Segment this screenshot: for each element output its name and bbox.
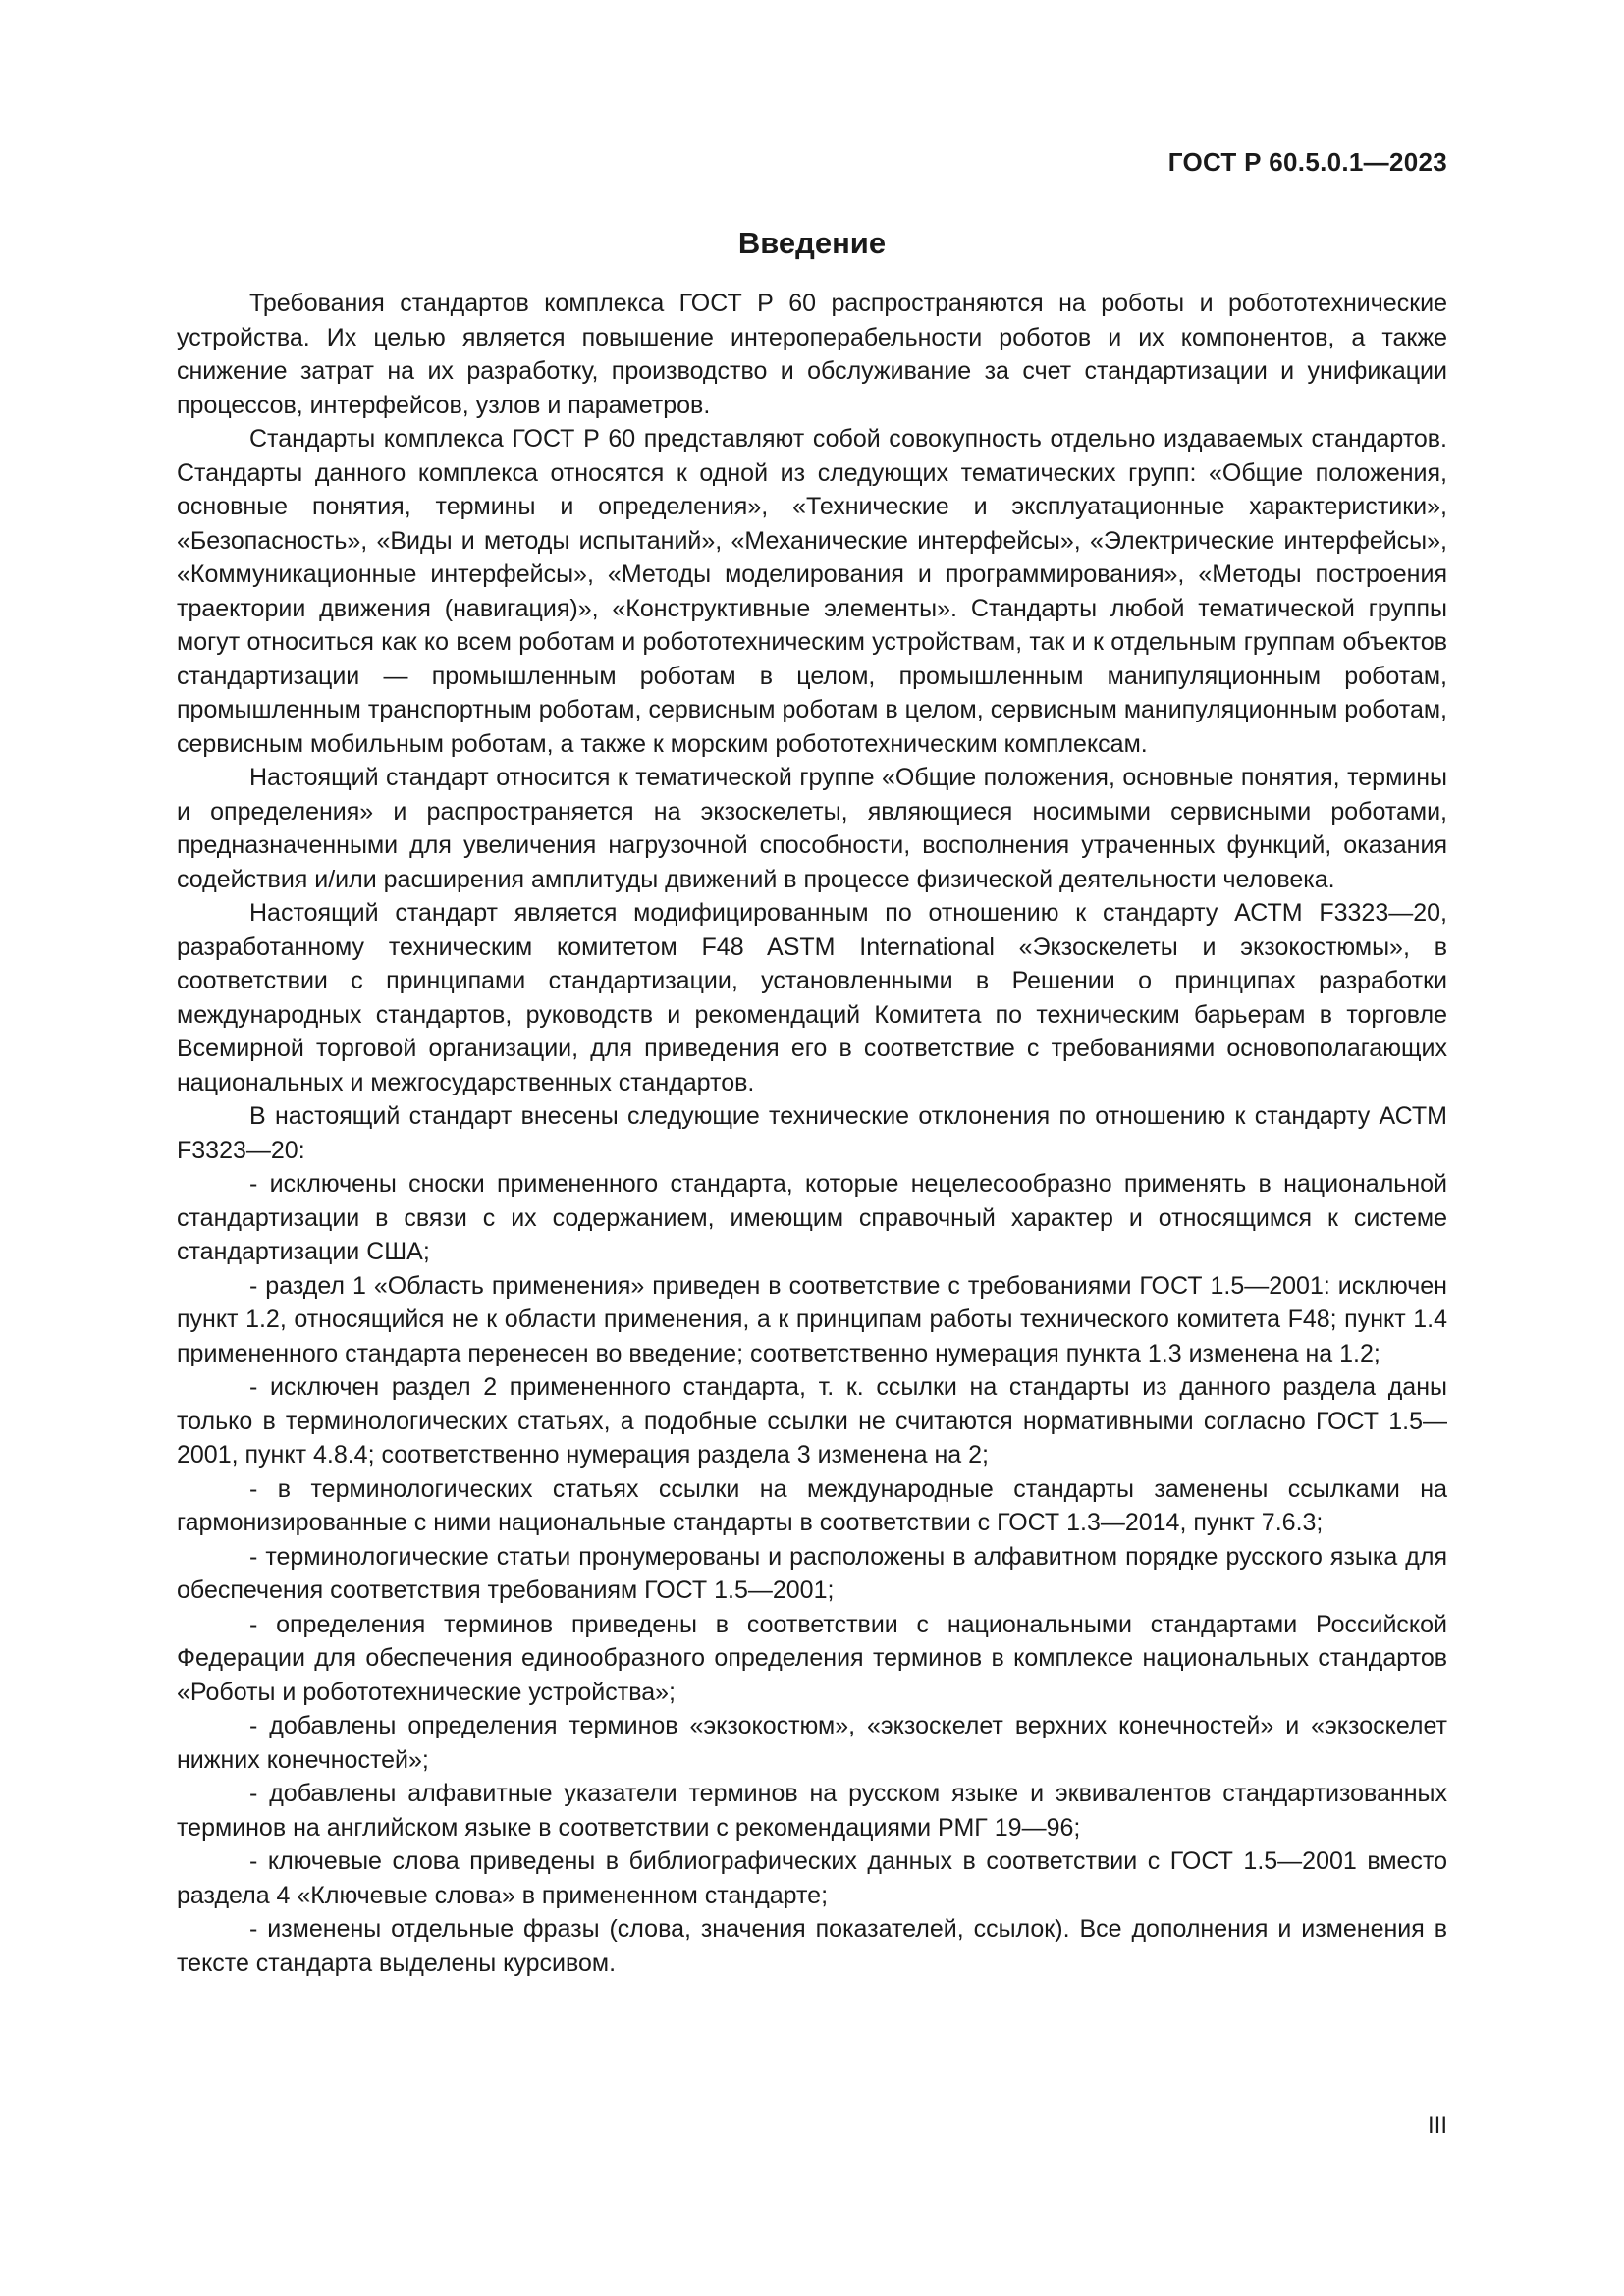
paragraph: Настоящий стандарт является модифицированным по отношению к стандарту АСТМ F3323—20, разработанному техническим комитетом F48 ASTM International «Экзоскелеты и экзокостюмы», в соответствии с принципами стандартизации, установленными в Решении о принципах разработки международных стандартов, руководств и рекомендаций Комитета по техническим барьерам в торговле Всемирной торговой организации, для приведения его в соответствие с требованиями основополагающих национальных и межгосударственных стандартов. [177, 899, 1447, 1096]
list-item: - терминологические статьи пронумерованы и расположены в алфавитном порядке русского языка для обеспечения соответствия требованиям ГОСТ 1.5—2001; [177, 1542, 1447, 1604]
list-item: - добавлены определения терминов «экзокостюм», «экзоскелет верхних конечностей» и «экзоскелет нижних конечностей»; [177, 1712, 1447, 1774]
list-item: - в терминологических статьях ссылки на международные стандарты заменены ссылками на гармонизированные с ними национальные стандарты в соответствии с ГОСТ 1.3—2014, пункт 7.6.3; [177, 1474, 1447, 1536]
list-item: - определения терминов приведены в соответствии с национальными стандартами Российской Федерации для обеспечения единообразного определения терминов в комплексе национальных стандартов «Роботы и робототехнические устройства»; [177, 1610, 1447, 1706]
body-text [177, 287, 1447, 1980]
document-code: ГОСТ Р 60.5.0.1—2023 [1167, 147, 1447, 177]
list-item: - исключены сноски примененного стандарта, которые нецелесообразно применять в национальной стандартизации в связи с их содержанием, имеющим справочный характер и относящимся к системе стандартизации США; [177, 1170, 1447, 1265]
paragraph: Настоящий стандарт относится к тематической группе «Общие положения, основные понятия, термины и определения» и распространяется на экзоскелеты, являющиеся носимыми сервисными роботами, предназначенными для увеличения нагрузочной способности, восполнения утраченных функций, оказания содействия и/или расширения амплитуды движений в процессе физической деятельности человека. [177, 764, 1447, 893]
paragraph: Стандарты комплекса ГОСТ Р 60 представляют собой совокупность отдельно издаваемых стандартов. Стандарты данного комплекса относятся к одной из следующих тематических групп: «Общие положения, основные понятия, термины и определения», «Технические и эксплуатационные характеристики», «Безопасность», «Виды и методы испытаний», «Механические интерфейсы», «Электрические интерфейсы», «Коммуникационные интерфейсы», «Методы моделирования и программирования», «Методы построения траектории движения (навигация)», «Конструктивные элементы». Стандарты любой тематической группы могут относиться как ко всем роботам и робототехническим устройствам, так и к отдельным группам объектов стандартизации — промышленным роботам в целом, промышленным манипуляционным роботам, промышленным транспортным роботам, сервисным роботам в целом, сервисным манипуляционным роботам, сервисным мобильным роботам, а также к морским робототехническим комплексам. [177, 425, 1447, 758]
page-number: III [1427, 2112, 1447, 2139]
paragraph: В настоящий стандарт внесены следующие технические отклонения по отношению к стандарту АСТМ F3323—20: [177, 1102, 1447, 1164]
list-item: - изменены отдельные фразы (слова, значения показателей, ссылок). Все дополнения и изменения в тексте стандарта выделены курсивом. [177, 1915, 1447, 1977]
paragraph: Требования стандартов комплекса ГОСТ Р 60 распространяются на роботы и робототехнические устройства. Их целью является повышение интероперабельности роботов и их компонентов, а также снижение затрат на их разработку, производство и обслуживание за счет стандартизации и унификации процессов, интерфейсов, узлов и параметров. [177, 290, 1447, 419]
list-item: - ключевые слова приведены в библиографических данных в соответствии с ГОСТ 1.5—2001 вместо раздела 4 «Ключевые слова» в примененном стандарте; [177, 1847, 1447, 1909]
list-item: - добавлены алфавитные указатели терминов на русском языке и эквивалентов стандартизованных терминов на английском языке в соответствии с рекомендациями РМГ 19—96; [177, 1780, 1447, 1842]
list-item: - исключен раздел 2 примененного стандарта, т. к. ссылки на стандарты из данного раздела даны только в терминологических статьях, а подобные ссылки не считаются нормативными согласно ГОСТ 1.5—2001, пункт 4.8.4; соответственно нумерация раздела 3 изменена на 2; [177, 1373, 1447, 1468]
list-item: - раздел 1 «Область применения» приведен в соответствие с требованиями ГОСТ 1.5—2001: исключен пункт 1.2, относящийся не к области применения, а к принципам работы технического комитета F48; пункт 1.4 примененного стандарта перенесен во введение; соответственно нумерация пункта 1.3 изменена на 1.2; [177, 1271, 1447, 1367]
section-title: Введение [737, 226, 887, 260]
